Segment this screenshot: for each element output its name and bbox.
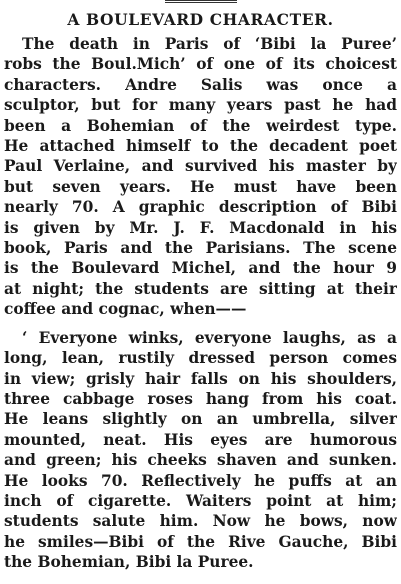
text-line: The death in Paris of ‘Bibi la Puree’ (22, 35, 397, 53)
text-line: the Bohemian, Bibi la Puree. (4, 553, 254, 572)
article-headline: A BOULEVARD CHARACTER. (67, 10, 334, 29)
text-line: is given by Mr. J. F. Macdonald in his (4, 218, 397, 237)
article-paragraph-1 (4, 34, 397, 320)
text-line: is the Boulevard Michel, and the hour 9 (4, 259, 397, 278)
text-line: He leans slightly on an umbrella, silver (4, 410, 397, 429)
text-line: coffee and cognac, when—— (4, 300, 247, 319)
text-line: book, Paris and the Parisians. The scene (4, 239, 397, 258)
text-line: robs the Boul.Mich’ of one of its choicest (4, 55, 397, 74)
text-line: been a Bohemian of the weirdest type. (4, 116, 397, 135)
text-line: nearly 70. A graphic description of Bibi (4, 198, 397, 217)
top-rule-divider (165, 0, 237, 3)
text-line: but seven years. He must have been (4, 177, 397, 196)
text-line: characters. Andre Salis was once a (4, 75, 397, 94)
text-line: students salute him. Now he bows, now (4, 512, 397, 531)
text-line: and green; his cheeks shaven and sunken. (4, 451, 397, 470)
text-line: long, lean, rustily dressed person comes (4, 349, 397, 368)
text-line: inch of cigarette. Waiters point at him; (4, 491, 397, 510)
text-line: at night; the students are sitting at their (4, 279, 397, 298)
text-line: Paul Verlaine, and survived his master by (4, 157, 397, 176)
text-line: in view; grisly hair falls on his shoulders, (4, 369, 397, 388)
text-line: sculptor, but for many years past he had (4, 96, 397, 115)
text-line: He attached himself to the decadent poet (4, 137, 397, 156)
text-line: He looks 70. Reflectively he puffs at an (4, 471, 397, 490)
article-paragraph-2 (4, 328, 397, 573)
text-line: ‘ Everyone winks, everyone laughs, as a (22, 328, 397, 347)
text-line: he smiles—Bibi of the Rive Gauche, Bibi (4, 532, 397, 551)
text-line: mounted, neat. His eyes are humorous (4, 430, 397, 449)
text-line: three cabbage roses hang from his coat. (4, 389, 397, 408)
